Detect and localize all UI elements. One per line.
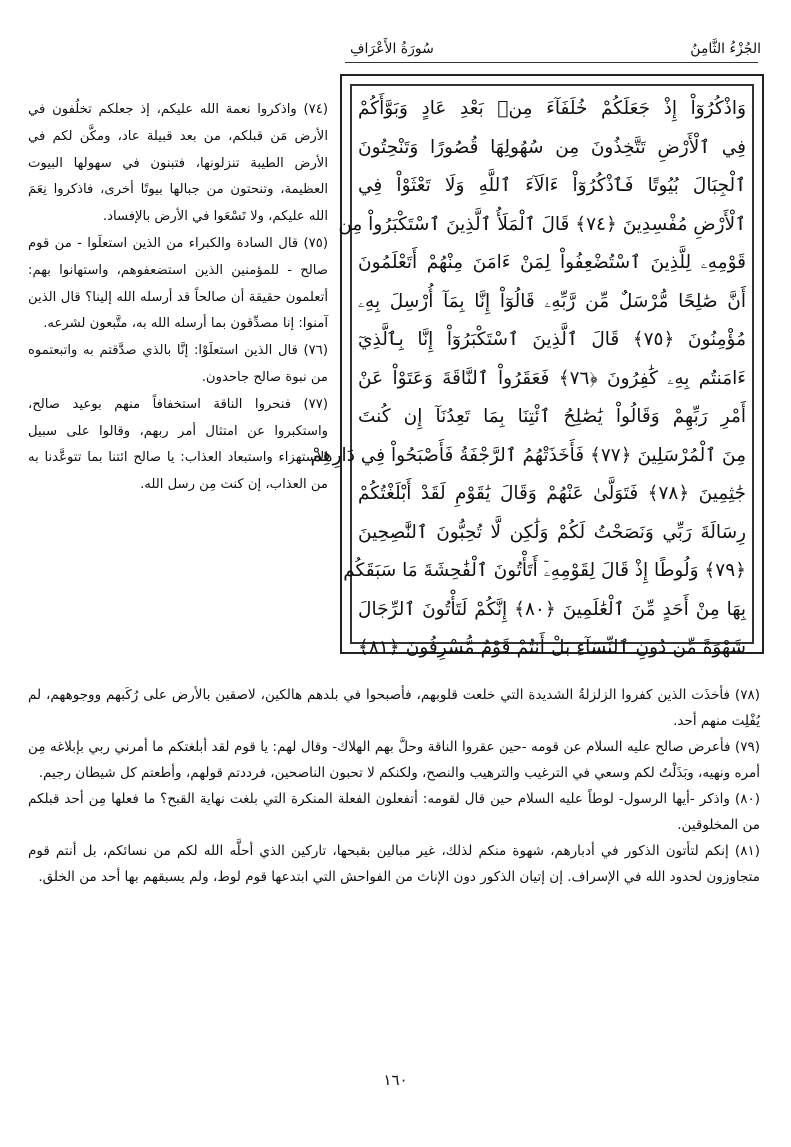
tafsir-full-width <box>28 682 760 890</box>
tafsir-paragraph: (٨٠) واذكر -أيها الرسول- لوطاً عليه السلام حين قال لقومه: أتفعلون الفعلة المنكرة التي بلغت نهاية القبح؟ ما فعلها مِن أحد قبلكم من المخلوقين. <box>28 791 760 833</box>
surah-header: سُورَةُ الأَعْرَافِ <box>350 41 434 57</box>
tafsir-paragraph: (٧٨) فأخذَت الذين كفروا الزلزلةُ الشديدة التي خلعت قلوبهم، فأصبحوا في بلدهم هالكين، لاصقين بالأرض على رُكَبهم ووجوههم، لم يُفْلِت منهم أحد. <box>28 687 760 729</box>
quran-line: فِي ٱلْأَرْضِ تَتَّخِذُونَ مِن سُهُولِهَا قُصُورًا وَتَنْحِتُونَ <box>358 136 746 158</box>
quran-line: ﴿٧٩﴾ وَلُوطًا إِذْ قَالَ لِقَوْمِهِۦٓ أَتَأْتُونَ ٱلْفَٰحِشَةَ مَا سَبَقَكُم <box>343 560 746 581</box>
quran-line: وَاذْكُرُوٓاْ إِذْ جَعَلَكُمْ خُلَفَآءَ مِنۢ بَعْدِ عَادٍ وَبَوَّأَكُمْ <box>358 98 746 119</box>
header-divider <box>345 62 758 63</box>
juz-header: الجُزْءُ الثَّامِنُ <box>690 41 761 57</box>
quran-line: مِنَ ٱلْمُرْسَلِينَ ﴿٧٧﴾ فَأَخَذَتْهُمُ ٱلرَّجْفَةُ فَأَصْبَحُواْ فِي دَارِهِمْ <box>310 444 746 466</box>
quran-line: شَهْوَةً مِّن دُونِ ٱلنِّسَآءِ بَلْ أَنتُمْ قَوْمٌ مُّسْرِفُونَ ﴿٨١﴾ <box>358 637 746 658</box>
quran-line: أَمْرِ رَبِّهِمْ وَقَالُواْ يَٰصَٰلِحُ ٱئْتِنَا بِمَا تَعِدُنَآ إِن كُنتَ <box>358 406 746 427</box>
quran-line: قَوْمِهِۦ لِلَّذِينَ ٱسْتُضْعِفُواْ لِمَنْ ءَامَنَ مِنْهُمْ أَتَعْلَمُونَ <box>358 252 746 273</box>
quran-line: ءَامَنتُم بِهِۦ كَٰفِرُونَ ﴿٧٦﴾ فَعَقَرُواْ ٱلنَّاقَةَ وَعَتَوْاْ عَنْ <box>358 367 746 389</box>
page-number: ١٦٠ <box>383 1071 408 1089</box>
tafsir-side-column <box>28 97 328 499</box>
tafsir-paragraph: (٧٩) فأعرض صالح عليه السلام عن قومه -حين عقروا الناقة وحلَّ بهم الهلاك- وقال لهم: يا قوم لقد أبلغتكم ما أمرني ربي بإبلاغه مِن أمره ونهيه، وبَذَلْتُ لكم وسعي في الترغيب والترهيب والنصح، ولكنكم لا تحبون الناصحين، فرددتم قولهم، وأطعتم كل شيطان رجيم. <box>28 739 760 781</box>
tafsir-paragraph: (٧٧) فنحروا الناقة استخفافاً منهم بوعيد صالح، واستكبروا عن امتثال أمر ربهم، وقالوا على سبيل الاستهزاء واستبعاد العذاب: يا صالح ائتنا بما تتوعَّدنا به من العذاب، إن كنت مِن رسل الله. <box>28 396 328 493</box>
tafsir-paragraph: (٨١) إنكم لتأتون الذكور في أدبارهم، شهوة منكم لذلك، غير مبالين بقبحها، تاركين الذي أحلَّه الله لكم من نسائكم، بل أنتم قوم متجاوزون لحدود الله في الإسراف. إن إتيان الذكور دون الإناث من الفواحش التي ابتدعها قوم لوط، ولم يسبقهم بها أحد من الخلق. <box>28 843 760 885</box>
quran-text-block <box>310 84 754 658</box>
tafsir-paragraph: (٧٤) واذكروا نعمة الله عليكم، إذ جعلكم تخلُفون في الأرض مَن قبلكم، من بعد قبيلة عاد، ومكَّن لكم في الأرض الطيبة تنزلونها، فتبنون في سهولها البيوت العظيمة، وتنحتون من جبالها بيوتًا أخرى، فاذكروا نِعَمَ الله عليكم، ولا تَسْعَوا في الأرض بالإفساد. <box>28 102 328 225</box>
quran-line: بِهَا مِنْ أَحَدٍ مِّنَ ٱلْعَٰلَمِينَ ﴿٨٠﴾ إِنَّكُمْ لَتَأْتُونَ ٱلرِّجَالَ <box>358 598 746 620</box>
quran-line: ٱلْأَرْضِ مُفْسِدِينَ ﴿٧٤﴾ قَالَ ٱلْمَلَأُ ٱلَّذِينَ ٱسْتَكْبَرُواْ مِن <box>338 213 746 235</box>
tafsir-paragraph: (٧٥) قال السادة والكبراء من الذين استعلَوا - من قوم صالح - للمؤمنين الذين استضعفوهم، واستهانوا بهم: أتعلمون حقيقة أن صالحاً قد أرسله الله إلينا؟ قال الذين آمنوا: إنا مصدِّقون بما أرسله الله به، متَّبعون لشرعه. <box>28 235 328 332</box>
quran-line: أَنَّ صَٰلِحًا مُّرْسَلٌ مِّن رَّبِّهِۦ قَالُوٓاْ إِنَّا بِمَآ أُرْسِلَ بِهِۦ <box>358 290 746 312</box>
quran-line: ٱلْجِبَالَ بُيُوتًا فَٱذْكُرُوٓاْ ءَالَآءَ ٱللَّهِ وَلَا تَعْثَوْاْ فِي <box>358 175 746 196</box>
tafsir-paragraph: (٧٦) قال الذين استعلَوْا: إنَّا بالذي صدَّقتم به واتبعتموه من نبوة صالح جاحدون. <box>28 343 328 385</box>
quran-line: رِسَالَةَ رَبِّي وَنَصَحْتُ لَكُمْ وَلَٰكِن لَّا تُحِبُّونَ ٱلنَّٰصِحِينَ <box>358 521 746 543</box>
quran-frame <box>310 74 764 658</box>
quran-line: جَٰثِمِينَ ﴿٧٨﴾ فَتَوَلَّىٰ عَنْهُمْ وَقَالَ يَٰقَوْمِ لَقَدْ أَبْلَغْتُكُمْ <box>358 483 746 504</box>
quran-line: مُؤْمِنُونَ ﴿٧٥﴾ قَالَ ٱلَّذِينَ ٱسْتَكْبَرُوٓاْ إِنَّا بِٱلَّذِيٓ <box>358 329 746 350</box>
